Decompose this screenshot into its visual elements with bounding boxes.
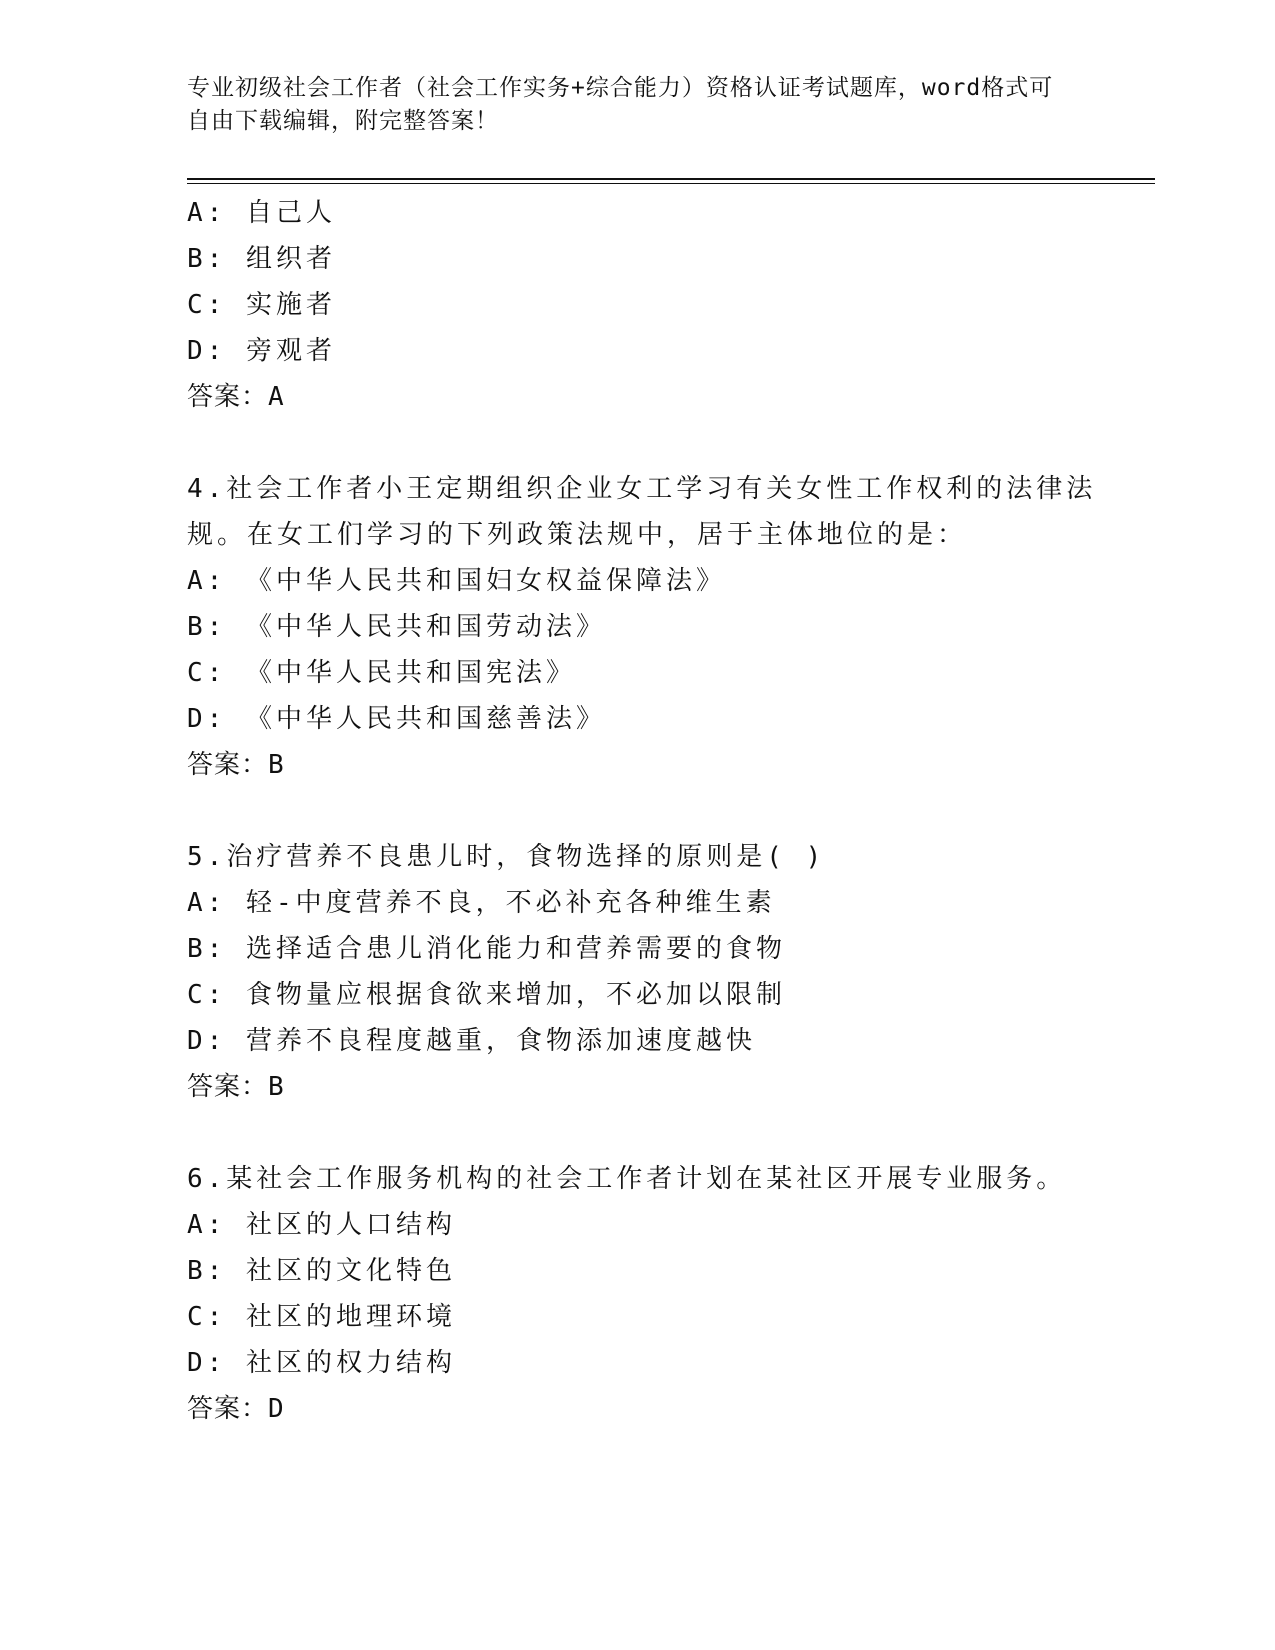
q4-option-a: A: 《中华人民共和国妇女权益保障法》	[187, 566, 726, 596]
question-3-block	[187, 190, 1087, 420]
q6-stem-line-1: 6.某社会工作服务机构的社会工作者计划在某社区开展专业服务。	[187, 1164, 1067, 1194]
q5-option-b: B: 选择适合患儿消化能力和营养需要的食物	[187, 934, 786, 964]
q3-option-d: D: 旁观者	[187, 336, 336, 366]
header-line-1: 专业初级社会工作者（社会工作实务+综合能力）资格认证考试题库，word格式可	[187, 75, 1054, 101]
q3-option-c: C: 实施者	[187, 290, 336, 320]
q4-answer: 答案：B	[187, 750, 285, 780]
q5-option-c: C: 食物量应根据食欲来增加，不必加以限制	[187, 980, 786, 1010]
question-5-block	[187, 834, 1087, 1110]
q4-stem-line-2: 规。在女工们学习的下列政策法规中，居于主体地位的是：	[187, 520, 968, 550]
q5-option-a: A: 轻-中度营养不良，不必补充各种维生素	[187, 888, 776, 918]
q6-option-c: C: 社区的地理环境	[187, 1302, 456, 1332]
q5-stem-line-1: 5.治疗营养不良患儿时，食物选择的原则是( )	[187, 842, 826, 872]
question-4-block	[187, 466, 1097, 788]
q4-option-c: C: 《中华人民共和国宪法》	[187, 658, 576, 688]
q3-option-a: A: 自己人	[187, 198, 336, 228]
spacer	[187, 420, 1087, 466]
q6-option-a: A: 社区的人口结构	[187, 1210, 456, 1240]
q6-option-d: D: 社区的权力结构	[187, 1348, 456, 1378]
q5-answer: 答案：B	[187, 1072, 285, 1102]
q3-answer: 答案：A	[187, 382, 285, 412]
header-line-2: 自由下载编辑，附完整答案！	[187, 108, 499, 134]
document-header	[187, 72, 1087, 138]
q4-option-d: D: 《中华人民共和国慈善法》	[187, 704, 606, 734]
q6-option-b: B: 社区的文化特色	[187, 1256, 456, 1286]
question-content	[187, 190, 1097, 1432]
q4-stem-line-1: 4.社会工作者小王定期组织企业女工学习有关女性工作权利的法律法	[187, 474, 1097, 504]
question-6-block	[187, 1156, 1087, 1432]
q5-option-d: D: 营养不良程度越重，食物添加速度越快	[187, 1026, 756, 1056]
spacer	[187, 788, 1087, 834]
spacer	[187, 1110, 1087, 1156]
header-divider-thick	[187, 178, 1155, 180]
q6-answer: 答案：D	[187, 1394, 285, 1424]
q4-option-b: B: 《中华人民共和国劳动法》	[187, 612, 606, 642]
q3-option-b: B: 组织者	[187, 244, 336, 274]
header-divider-thin	[187, 183, 1155, 184]
